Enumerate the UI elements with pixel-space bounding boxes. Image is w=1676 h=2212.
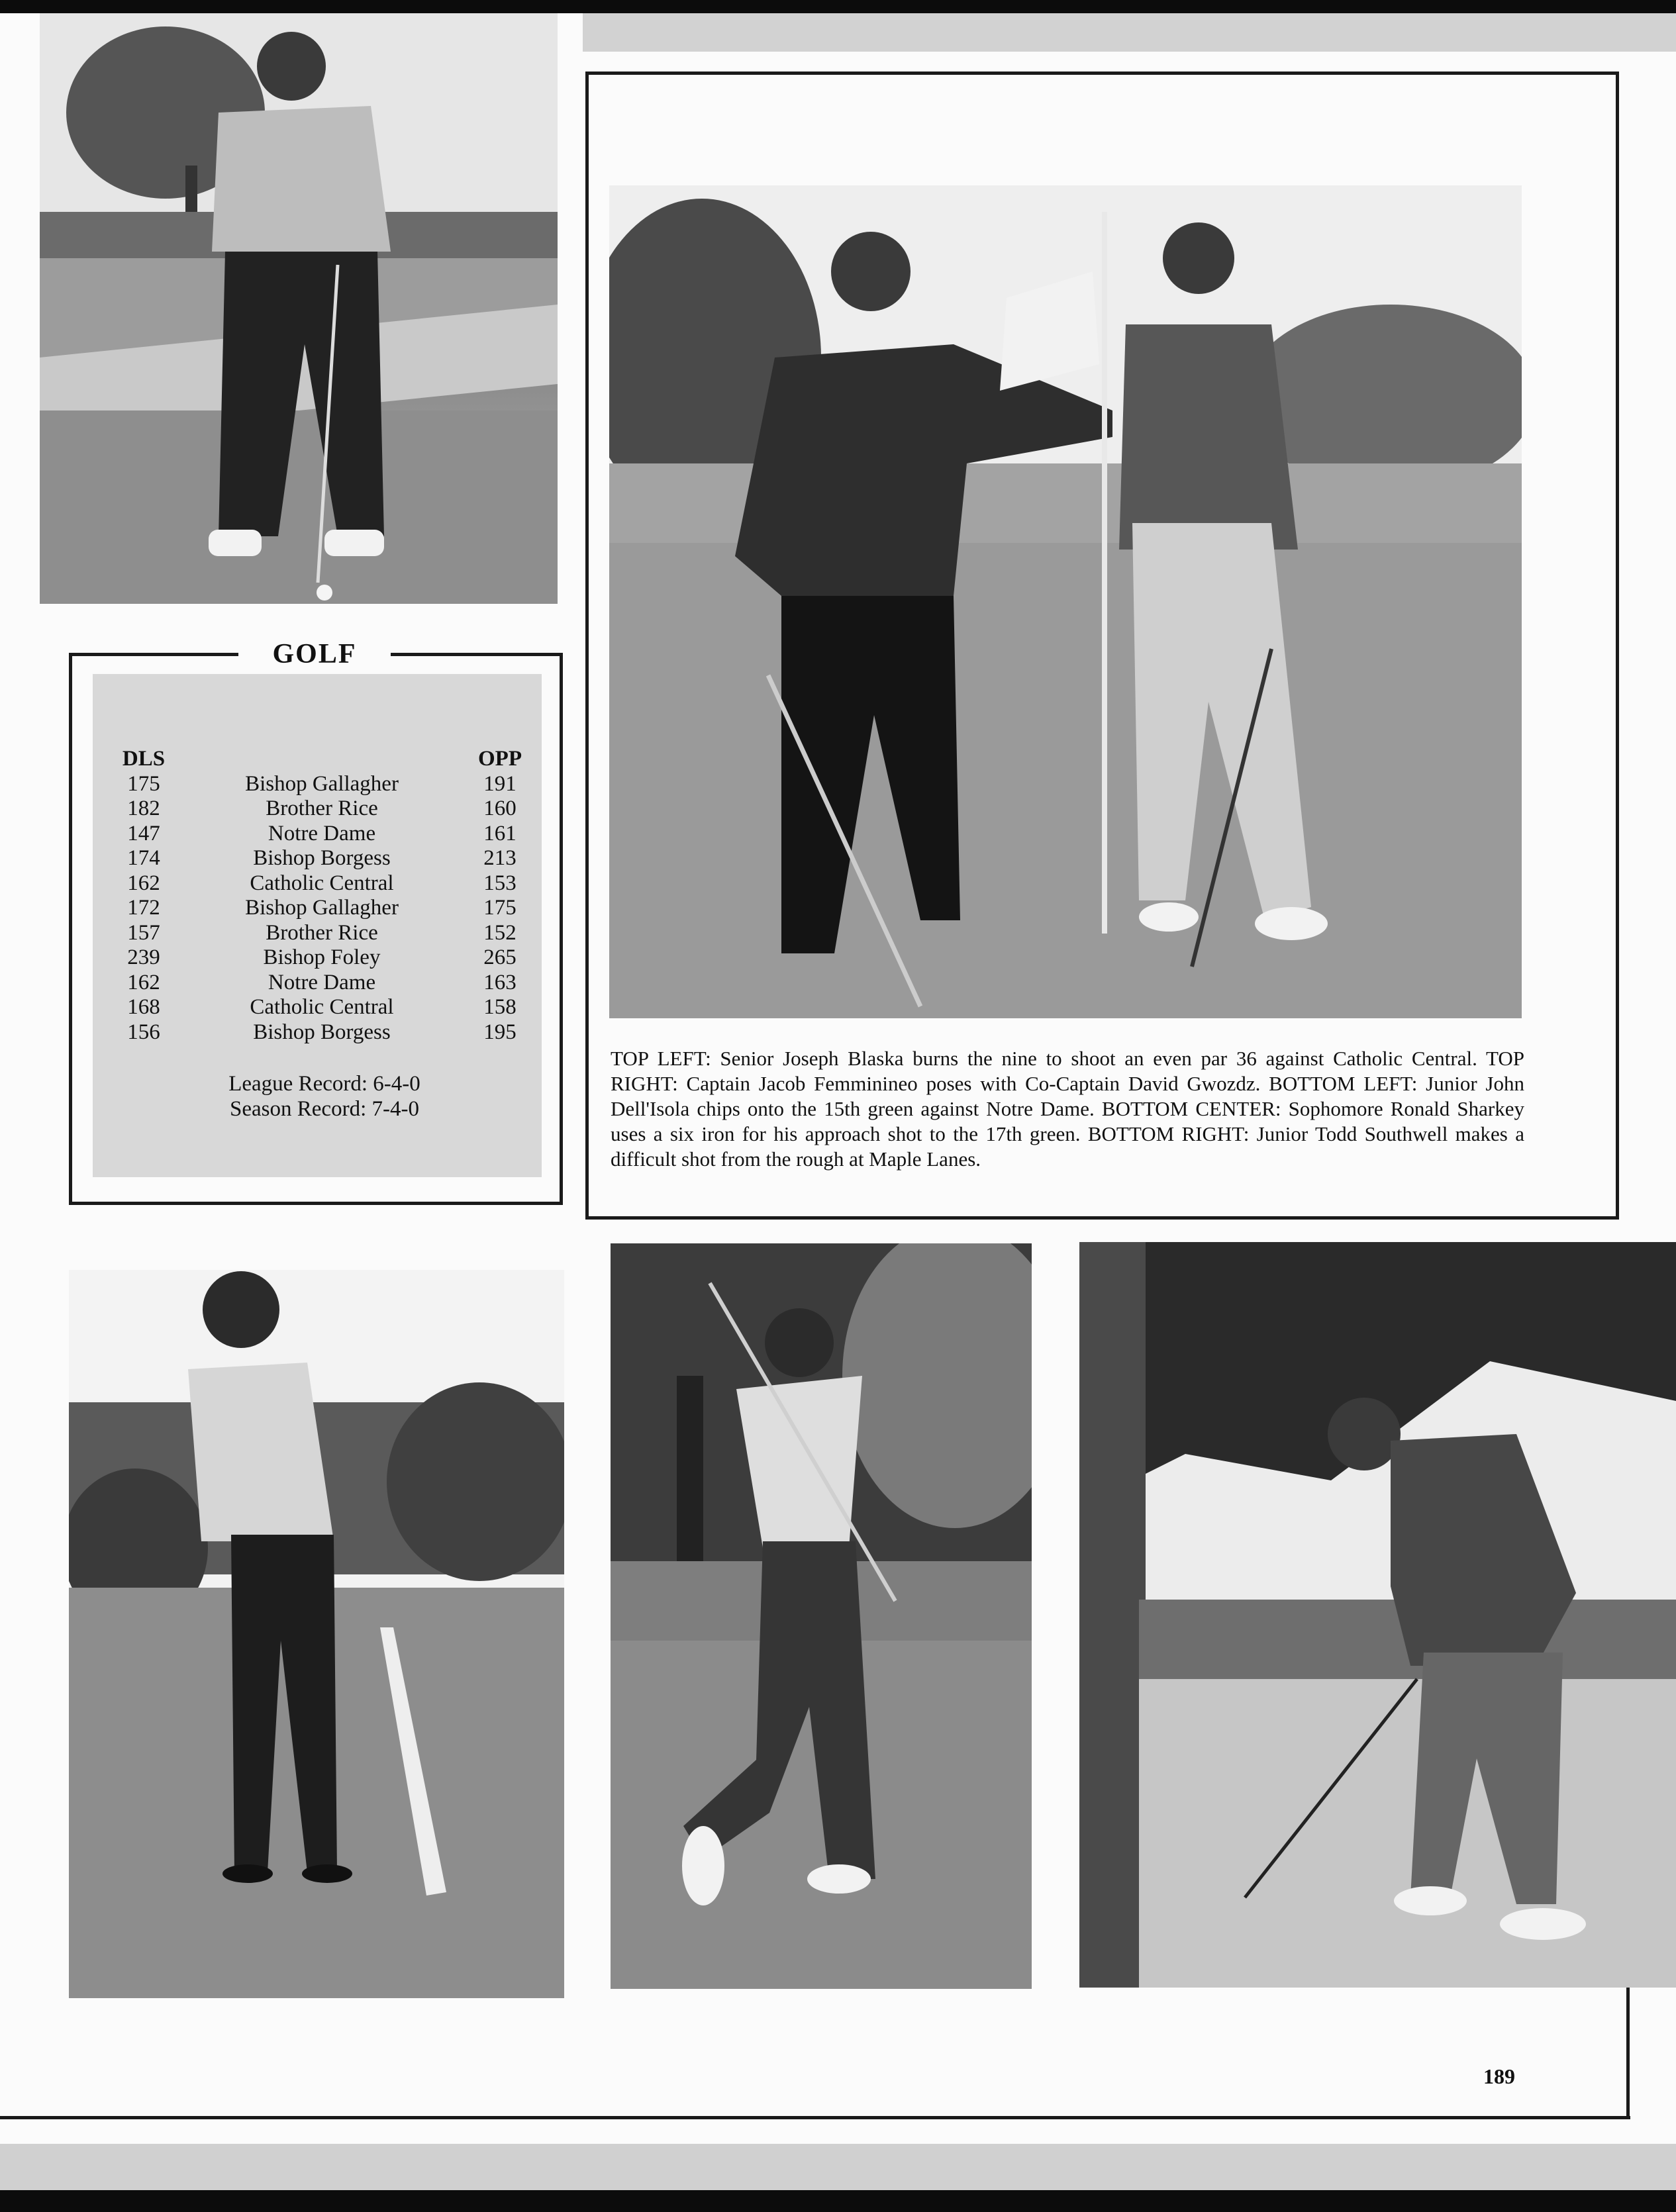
opponent-name: Bishop Gallagher xyxy=(245,896,399,920)
opponent-name: Catholic Central xyxy=(250,995,394,1019)
opponent-name: Bishop Borgess xyxy=(253,846,391,870)
opponent-name: Bishop Borgess xyxy=(253,1020,391,1044)
bottom-gray-strip xyxy=(0,2144,1676,2190)
dls-score: 175 xyxy=(127,771,160,796)
table-row xyxy=(114,871,530,896)
dls-score: 174 xyxy=(127,846,160,870)
table-row xyxy=(114,896,530,920)
records-block xyxy=(172,1071,477,1124)
opponent-name: Brother Rice xyxy=(266,796,378,820)
dls-score: 172 xyxy=(127,896,160,920)
photo-bottom-left-chip xyxy=(69,1270,564,1998)
opp-score: 161 xyxy=(483,821,517,845)
header-opp: OPP xyxy=(478,747,522,771)
photo-bottom-center-swing xyxy=(611,1243,1032,1989)
photo-top-right-captains xyxy=(609,185,1522,1018)
table-row xyxy=(114,921,530,945)
opponent-name: Notre Dame xyxy=(268,970,376,994)
table-row xyxy=(114,995,530,1020)
opp-score: 160 xyxy=(483,796,517,820)
dls-score: 162 xyxy=(127,970,160,994)
table-header xyxy=(114,747,530,771)
page-number: 189 xyxy=(1483,2064,1515,2088)
dls-score: 156 xyxy=(127,1020,160,1044)
opp-score: 265 xyxy=(483,945,517,969)
opponent-name: Bishop Gallagher xyxy=(245,771,399,796)
league-record: League Record: 6-4-0 xyxy=(228,1072,420,1096)
bottom-rule xyxy=(0,2116,1630,2119)
table-row xyxy=(114,846,530,871)
opp-score: 213 xyxy=(483,846,517,870)
opp-score: 163 xyxy=(483,970,517,994)
opponent-name: Notre Dame xyxy=(268,821,376,845)
table-row xyxy=(114,822,530,846)
photo-caption: TOP LEFT: Senior Joseph Blaska burns the nine to shoot an even par 36 against Catholic Central. TOP RIGHT: Captain Jacob Femminineo poses with Co-Captain David Gwozdz. BOTTOM LEFT: Junior John Dell'Isola chips onto the 15th green against Notre Dame. BOTTOM CENTER: Sophomore Ronald Sharkey uses a six iron for his approach shot to the 17th green. BOTTOM RIGHT: Junior Todd Southwell makes a difficult shot from the rough at Maple Lanes. xyxy=(611,1047,1524,1171)
opp-score: 153 xyxy=(483,871,517,895)
dls-score: 147 xyxy=(127,821,160,845)
bottom-scan-band xyxy=(0,2190,1676,2212)
dls-score: 168 xyxy=(127,995,160,1019)
opp-score: 191 xyxy=(483,771,517,796)
dls-score: 182 xyxy=(127,796,160,820)
photo-bottom-right-rough xyxy=(1079,1242,1676,1988)
top-gray-strip xyxy=(583,13,1676,52)
opp-score: 175 xyxy=(483,896,517,920)
header-dls: DLS xyxy=(122,747,166,771)
right-rule xyxy=(1626,1986,1630,2119)
opponent-name: Bishop Foley xyxy=(263,945,381,969)
golf-title: GOLF xyxy=(238,638,391,670)
dls-score: 162 xyxy=(127,871,160,895)
table-row xyxy=(114,945,530,970)
dls-score: 157 xyxy=(127,920,160,945)
opp-score: 158 xyxy=(483,995,517,1019)
opp-score: 152 xyxy=(483,920,517,945)
table-row xyxy=(114,1020,530,1045)
photo-top-left-putting xyxy=(40,13,558,604)
table-row xyxy=(114,971,530,995)
table-row xyxy=(114,772,530,796)
top-scan-band xyxy=(0,0,1676,13)
season-record: Season Record: 7-4-0 xyxy=(230,1097,419,1121)
opponent-name: Brother Rice xyxy=(266,920,378,945)
opponent-name: Catholic Central xyxy=(250,871,394,895)
dls-score: 239 xyxy=(127,945,160,969)
golf-results-table xyxy=(114,747,530,1051)
opp-score: 195 xyxy=(483,1020,517,1044)
table-row xyxy=(114,796,530,821)
